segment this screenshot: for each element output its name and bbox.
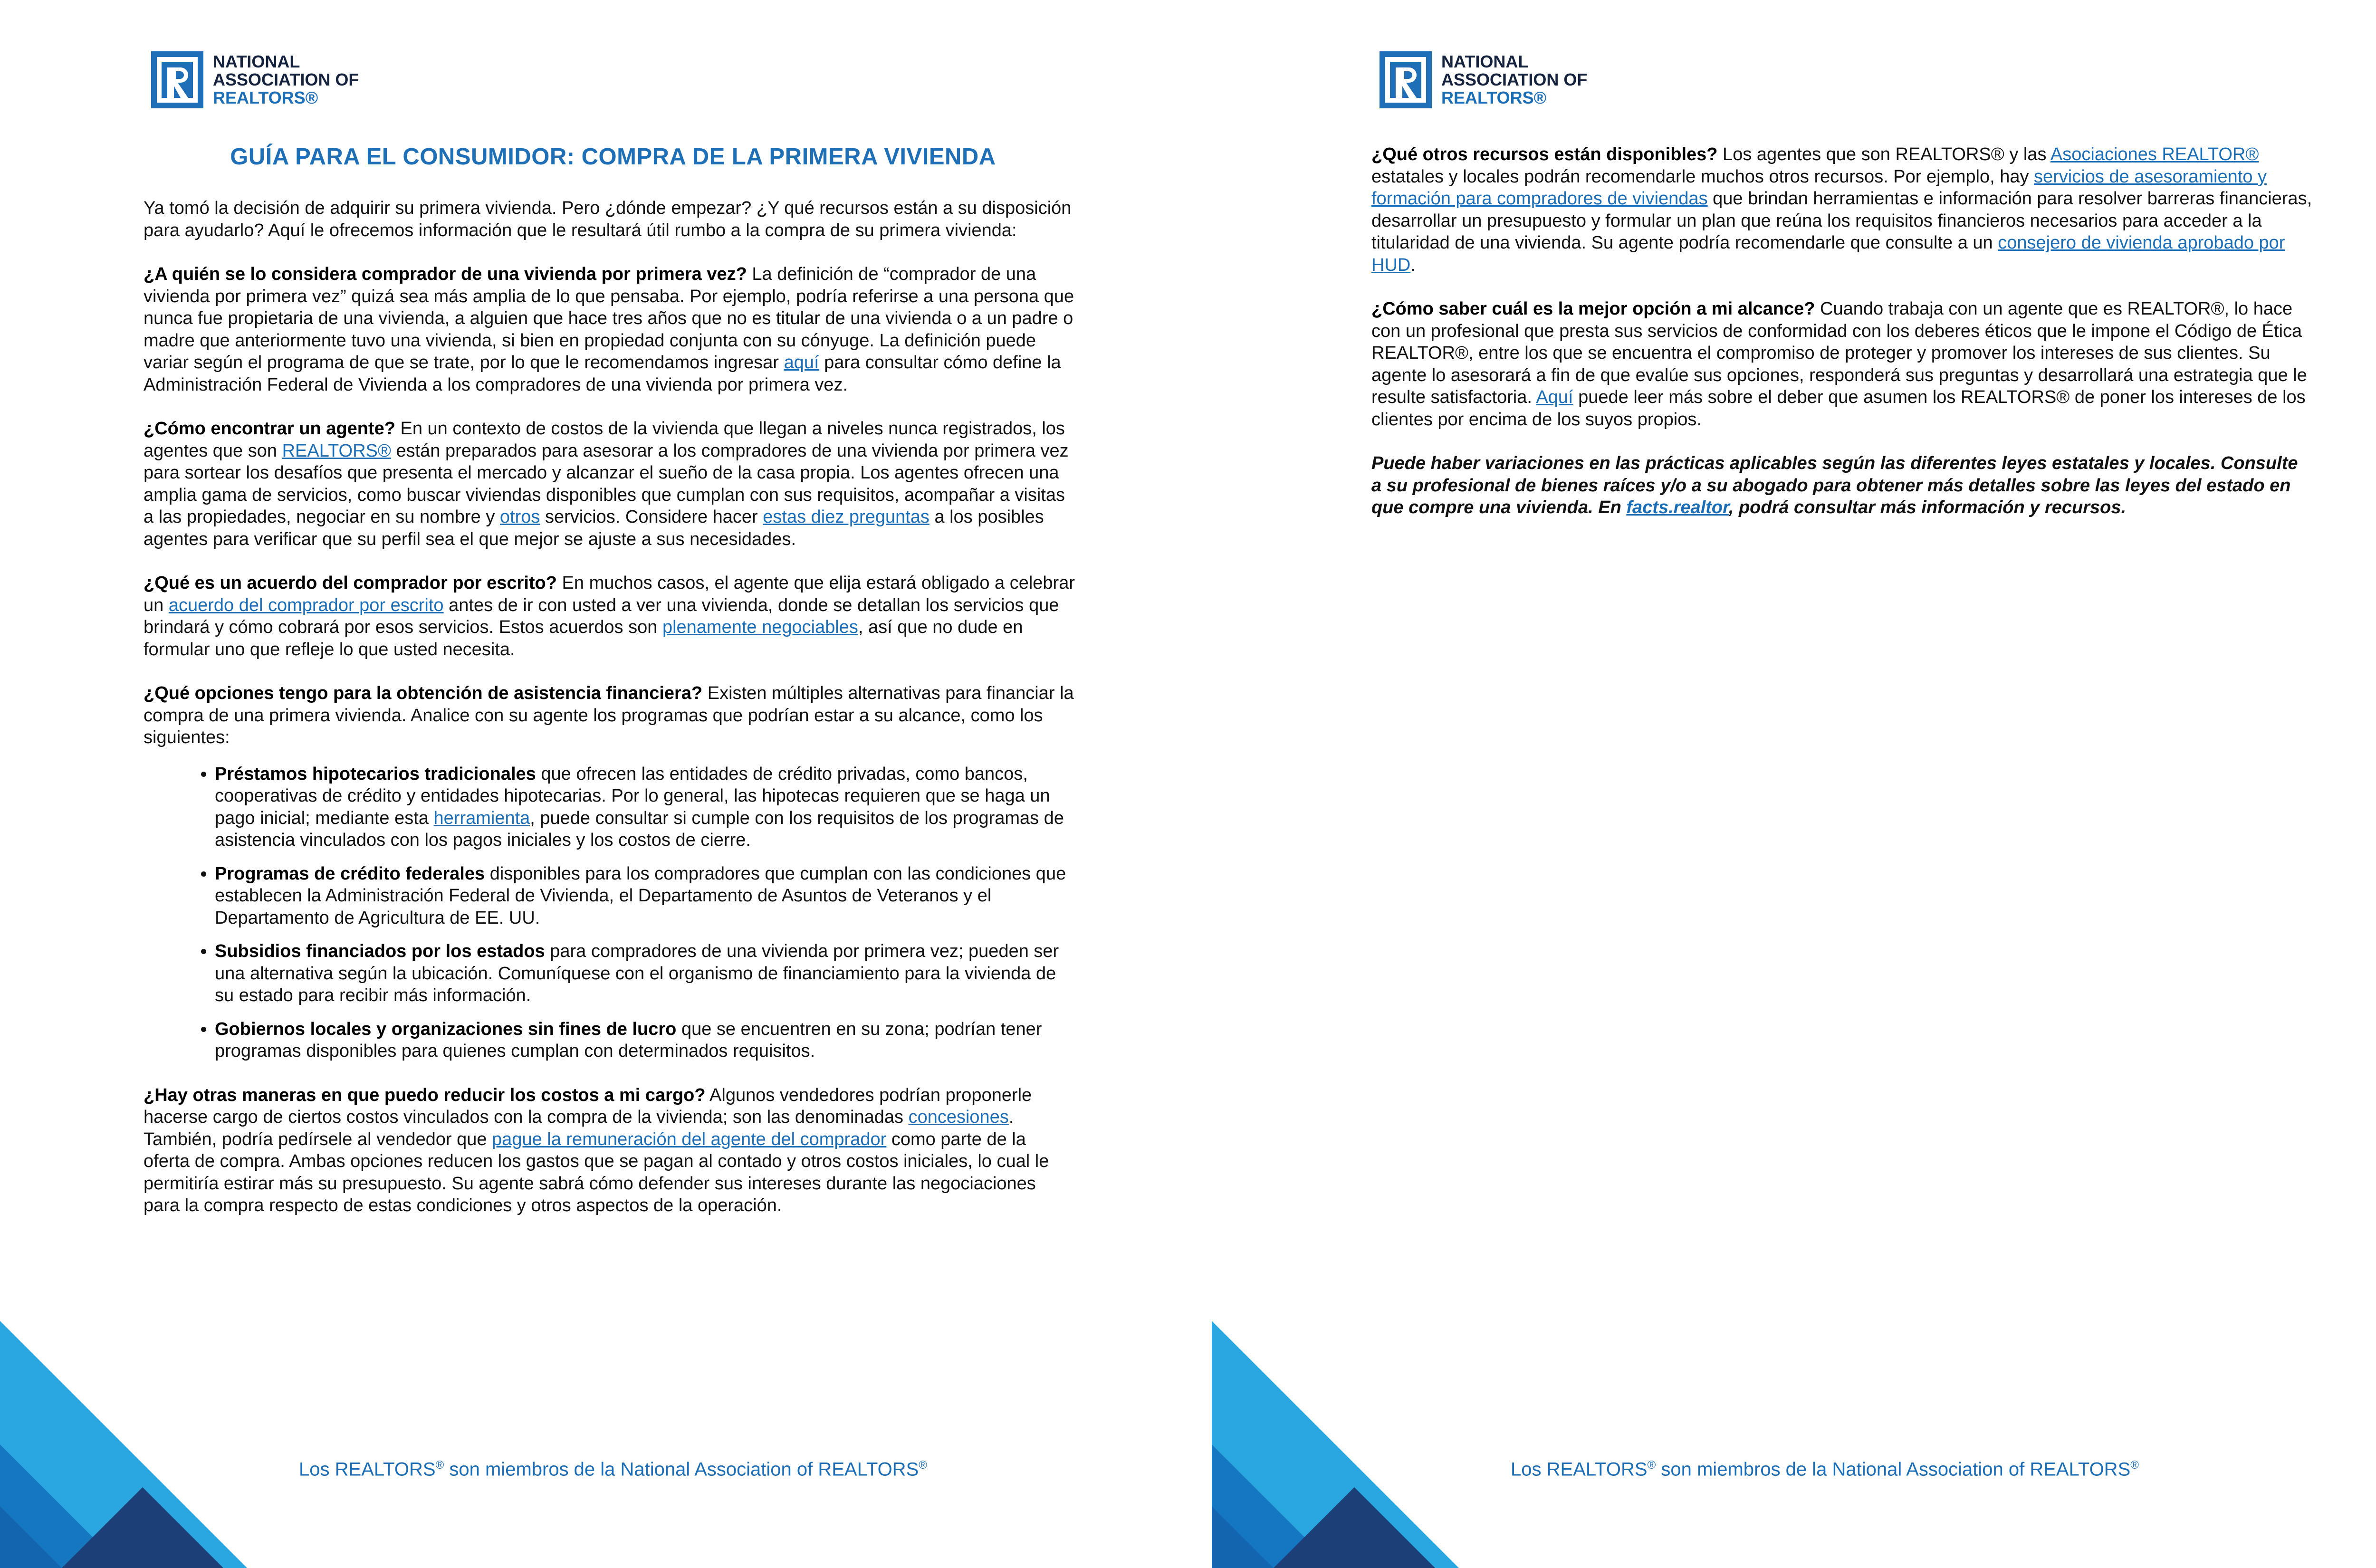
corner-triangle-decoration [0, 1321, 247, 1568]
list-item-text: , puede consultar si cumple con los requisitos de los programas de asistencia vinculados con los pagos iniciales y los costos de cierre. [215, 808, 1064, 850]
logo-line-1: NATIONAL [1441, 52, 1529, 71]
nar-logo [151, 51, 359, 108]
section-heading: ¿Qué otros recursos están disponibles? [1371, 144, 1718, 164]
page-2-content [1371, 143, 2312, 541]
registered-mark: ® [1647, 1459, 1656, 1472]
section-text: antes de ir con usted a ver una vivienda, donde se detallan los servicios que brindará y cómo cobrará por esos servicios. Estos acuerdos son [144, 595, 1059, 637]
intro-paragraph: Ya tomó la decisión de adquirir su primera vivienda. Pero ¿dónde empezar? ¿Y qué recursos están a su disposición para ayudarlo? Aquí le ofrecemos información que le resultará útil rumbo a la compra de su primera vivienda: [144, 198, 1072, 240]
link-servicios-asesoramiento[interactable]: servicios de asesoramiento y formación para compradores de viviendas [1371, 166, 2267, 209]
list-item-text: que se encuentren en su zona; podrían tener programas disponibles para quienes cumplan con determinados requisitos. [215, 1019, 1042, 1061]
link-remuneracion-agente[interactable]: pague la remuneración del agente del comprador [492, 1129, 887, 1149]
section-find-agent [144, 418, 1075, 550]
link-realtors[interactable]: REALTORS® [282, 440, 391, 461]
section-other-resources [1371, 143, 2312, 276]
registered-mark: ® [2130, 1459, 2139, 1472]
section-text: En muchos casos, el agente que elija estará obligado a celebrar un [144, 573, 1075, 615]
section-text: Los agentes que son REALTORS® y las [1717, 144, 2050, 164]
section-text: . [1410, 255, 1416, 275]
corner-triangle-decoration [1212, 1321, 1459, 1568]
logo-wordmark [213, 53, 359, 107]
section-text: La definición de “comprador de una vivienda por primera vez” quizá sea más amplia de lo que pensaba. Por ejemplo, podría referirse a una persona que nunca fue propietaria de una vivienda, a alguien que hace tres años que no es titular de una vivienda o a un padre o madre que anteriormente tuvo una vivienda, si bien en propiedad conjunta con su cónyuge. La definición puede variar según el programa de que se trate, por lo que le recomendamos ingresar [144, 264, 1074, 373]
section-heading: ¿Cómo saber cuál es la mejor opción a mi alcance? [1371, 299, 1815, 319]
link-asociaciones-realtor[interactable]: Asociaciones REALTOR® [2050, 144, 2259, 164]
section-text: . También, podría pedírsele al vendedor que [144, 1107, 1014, 1149]
footer-text [1459, 1459, 2191, 1480]
section-financial-assistance [144, 682, 1075, 749]
realtor-r-logo-icon [1380, 51, 1432, 108]
section-best-option [1371, 298, 2312, 430]
logo-wordmark [1441, 53, 1587, 107]
section-text: , así que no dude en formular uno que refleje lo que usted necesita. [144, 617, 1023, 660]
section-text: para consultar cómo define la Administración Federal de Vivienda a los compradores de una vivienda por primera vez. [144, 353, 1061, 395]
section-heading: ¿Hay otras maneras en que puedo reducir los costos a mi cargo? [144, 1085, 706, 1105]
page-1-content [144, 197, 1075, 1239]
section-text: estatales y locales podrán recomendarle muchos otros recursos. Por ejemplo, hay [1371, 166, 2034, 187]
disclaimer-text: , podrá consultar más información y recursos. [1728, 497, 2127, 517]
section-text: En un contexto de costos de la vivienda que llegan a niveles nunca registrados, los agentes que son [144, 419, 1065, 461]
section-reduce-costs [144, 1084, 1075, 1217]
link-acuerdo-comprador[interactable]: acuerdo del comprador por escrito [168, 595, 444, 615]
logo-line-3: REALTORS® [1441, 88, 1547, 107]
section-text: están preparados para asesorar a los compradores de una vivienda por primera vez para sortear los desafíos que presenta el mercado y alcanzar el sueño de la casa propia. Los agentes ofrecen una amplia gama de servicios, como buscar viviendas disponibles que cumplan con sus requisitos, acompañar a visitas a las propiedades, negociar en su nombre y [144, 440, 1069, 527]
section-text: puede leer más sobre el deber que asumen los REALTORS® de poner los intereses de los clientes por encima de los suyos propios. [1371, 387, 2306, 430]
logo-line-2: ASSOCIATION OF [1441, 70, 1588, 89]
link-aqui-deber[interactable]: Aquí [1536, 387, 1573, 407]
realtor-r-logo-icon [151, 51, 203, 108]
footer-part: Los REALTORS [1511, 1459, 1648, 1480]
section-text: que brindan herramientas e información para resolver barreras financieras, desarrollar un presupuesto y formular un plan que reúna los requisitos financieros necesarios para acceder a la titularidad de una vivienda. Su agente podría recomendarle que consulte a un [1371, 189, 2312, 253]
footer-part: Los REALTORS [299, 1459, 436, 1480]
footer-part: son miembros de la National Association of REALTORS [1656, 1459, 2131, 1480]
registered-mark: ® [435, 1459, 444, 1472]
logo-line-3: REALTORS® [213, 88, 318, 107]
link-consejero-hud[interactable]: consejero de vivienda aprobado por HUD [1371, 233, 2285, 275]
list-item-text: para compradores de una vivienda por primera vez; pueden ser una alternativa según la ubicación. Comuníquese con el organismo de financiamiento para la vivienda de su estado para recibir más información. [215, 941, 1059, 1005]
list-item-text: disponibles para los compradores que cumplan con las condiciones que establecen la Administración Federal de Vivienda, el Departamento de Asuntos de Veteranos y el Departamento de Agricultura de EE. UU. [215, 863, 1066, 928]
registered-mark: ® [919, 1459, 927, 1472]
section-heading: ¿Qué opciones tengo para la obtención de asistencia financiera? [144, 683, 703, 703]
document-title: GUÍA PARA EL CONSUMIDOR: COMPRA DE LA PRIMERA VIVIENDA [230, 144, 996, 170]
list-item-heading: Préstamos hipotecarios tradicionales [215, 764, 536, 784]
section-text: Algunos vendedores podrían proponerle hacerse cargo de ciertos costos vinculados con la compra de la vivienda; son las denominadas [144, 1085, 1032, 1127]
section-first-time-buyer [144, 263, 1075, 396]
nar-logo [1380, 51, 1587, 108]
section-heading: ¿A quién se lo considera comprador de una vivienda por primera vez? [144, 264, 747, 284]
section-text: como parte de la oferta de compra. Ambas opciones reducen los gastos que se pagan al contado y otros costos iniciales, lo cual le permitiría estirar más su presupuesto. Su agente sabrá cómo defender sus intereses durante las negociaciones para la compra respecto de estas condiciones y otros aspectos de la operación. [144, 1129, 1049, 1215]
list-item-heading: Programas de crédito federales [215, 863, 485, 884]
link-facts-realtor[interactable]: facts.realtor [1626, 497, 1729, 517]
link-herramienta[interactable]: herramienta [433, 808, 530, 828]
link-concesiones[interactable]: concesiones [908, 1107, 1009, 1127]
list-item [215, 1018, 1075, 1062]
footer-part: son miembros de la National Association of REALTORS [444, 1459, 919, 1480]
disclaimer-paragraph [1371, 452, 2312, 519]
financing-options-list [144, 763, 1075, 1062]
section-text: Existen múltiples alternativas para financiar la compra de una primera vivienda. Analice con su agente los programas que podrían estar a su alcance, como los siguientes: [144, 683, 1074, 747]
section-heading: ¿Qué es un acuerdo del comprador por escrito? [144, 573, 557, 593]
list-item-text: que ofrecen las entidades de crédito privadas, como bancos, cooperativas de crédito y entidades hipotecarias. Por lo general, las hipotecas requieren que se haga un pago inicial; mediante esta [215, 764, 1050, 828]
link-aqui-fha[interactable]: aquí [784, 353, 819, 373]
list-item [215, 763, 1075, 851]
link-plenamente-negociables[interactable]: plenamente negociables [662, 617, 858, 637]
page-2 [1212, 0, 2376, 1568]
link-diez-preguntas[interactable]: estas diez preguntas [763, 507, 929, 527]
section-written-agreement [144, 572, 1075, 660]
list-item [215, 940, 1075, 1007]
footer-text [247, 1459, 979, 1480]
section-text: Cuando trabaja con un agente que es REALTOR®, lo hace con un profesional que presta sus servicios de conformidad con los deberes éticos que le impone el Código de Ética REALTOR®, entre los que se encuentra el compromiso de proteger y promover los intereses de sus clientes. Su agente lo asesorará a fin de que evalúe sus opciones, responderá sus preguntas y desarrollará una estrategia que le resulte satisfactoria. [1371, 299, 2307, 407]
section-text: a los posibles agentes para verificar que su perfil sea el que mejor se ajuste a sus necesidades. [144, 507, 1044, 549]
section-heading: ¿Cómo encontrar un agente? [144, 419, 395, 439]
logo-line-1: NATIONAL [213, 52, 300, 71]
logo-line-2: ASSOCIATION OF [213, 70, 359, 89]
list-item [215, 863, 1075, 929]
link-otros[interactable]: otros [499, 507, 540, 527]
disclaimer-text: Puede haber variaciones en las prácticas aplicables según las diferentes leyes estatales y locales. Consulte a su profesional de bienes raíces y/o a su abogado para obtener más detalles sobre las leyes del estado en que compre una vivienda. En [1371, 453, 2298, 517]
list-item-heading: Gobiernos locales y organizaciones sin fines de lucro [215, 1019, 677, 1039]
section-text: servicios. Considere hacer [540, 507, 763, 527]
list-item-heading: Subsidios financiados por los estados [215, 941, 545, 961]
